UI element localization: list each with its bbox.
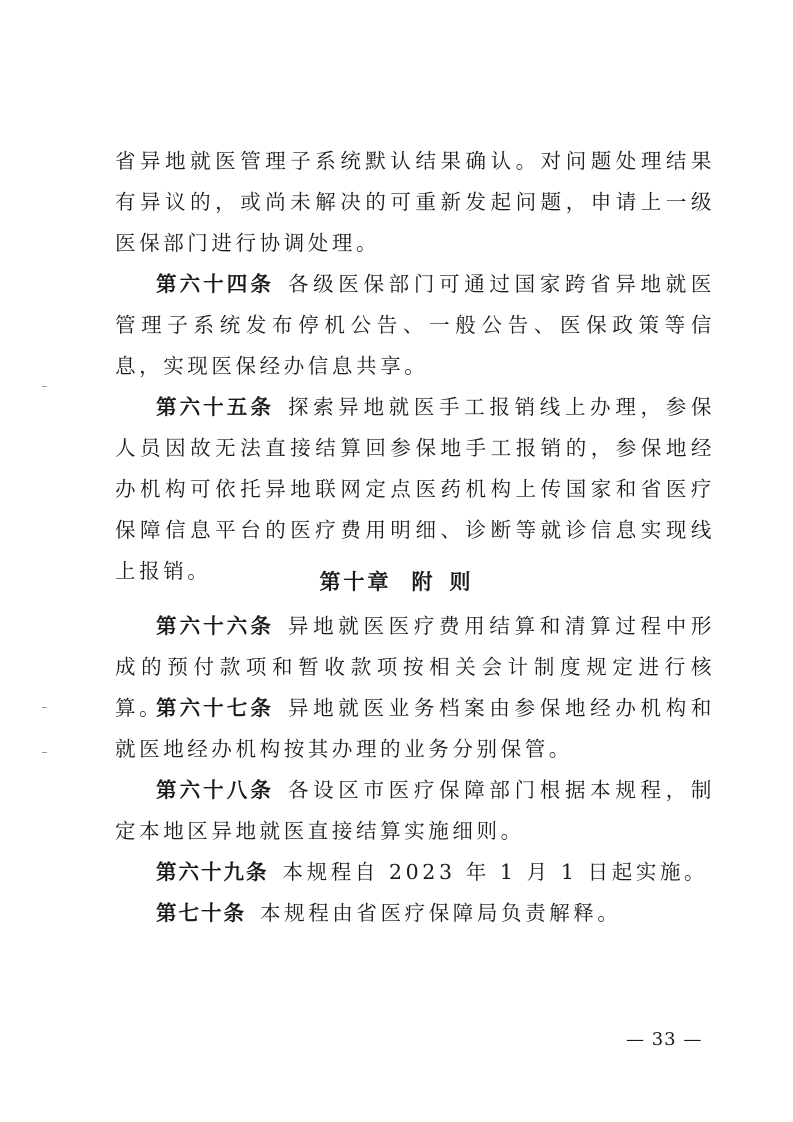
article-text: 本规程自 2023 年 1 月 1 日起实施。	[282, 860, 709, 884]
article-70	[115, 893, 715, 934]
article-65	[115, 387, 715, 592]
paragraph-continued	[115, 141, 715, 264]
article-64	[115, 264, 715, 387]
article-number: 第六十四条	[156, 272, 274, 296]
chapter-number: 第十章	[319, 570, 392, 594]
article-number: 第六十五条	[156, 395, 274, 419]
article-number: 第七十条	[156, 901, 246, 925]
scan-mark	[42, 707, 47, 708]
article-number: 第六十六条	[156, 614, 274, 638]
chapter-title-char: 则	[449, 570, 474, 594]
article-text: 各设区市医疗保障部门根据本规程，制定本地区异地就医直接结算实施细则。	[115, 778, 716, 843]
article-number: 第六十九条	[156, 860, 269, 884]
article-text: 本规程由省医疗保障局负责解释。	[260, 901, 622, 925]
article-text: 探索异地就医手工报销线上办理，参保人员因故无法直接结算回参保地手工报销的，参保地经办机构可依托异地联网定点医药机构上传国家和省医疗保障信息平台的医疗费用明细、诊断等就诊信息实现线上报销。	[115, 395, 716, 583]
scan-mark	[42, 752, 47, 753]
article-68	[115, 770, 715, 852]
article-number: 第六十八条	[156, 778, 274, 802]
page-number: — 33 —	[626, 1029, 703, 1050]
article-text: 异地就医业务档案由参保地经办机构和就医地经办机构按其办理的业务分别保管。	[115, 696, 716, 761]
article-69	[115, 852, 715, 893]
article-number: 第六十七条	[156, 696, 274, 720]
paragraph-text: 省异地就医管理子系统默认结果确认。对问题处理结果有异议的，或尚未解决的可重新发起问题，申请上一级医保部门进行协调处理。	[115, 149, 715, 255]
chapter-heading	[0, 567, 793, 597]
article-text: 异地就医医疗费用结算和清算过程中形成的预付款项和暂收款项按相关会计制度规定进行核算。	[115, 614, 716, 720]
article-67	[115, 688, 715, 770]
chapter-title-char: 附	[411, 570, 436, 594]
scan-mark	[42, 386, 47, 387]
article-text: 各级医保部门可通过国家跨省异地就医管理子系统发布停机公告、一般公告、医保政策等信息，实现医保经办信息共享。	[115, 272, 716, 378]
